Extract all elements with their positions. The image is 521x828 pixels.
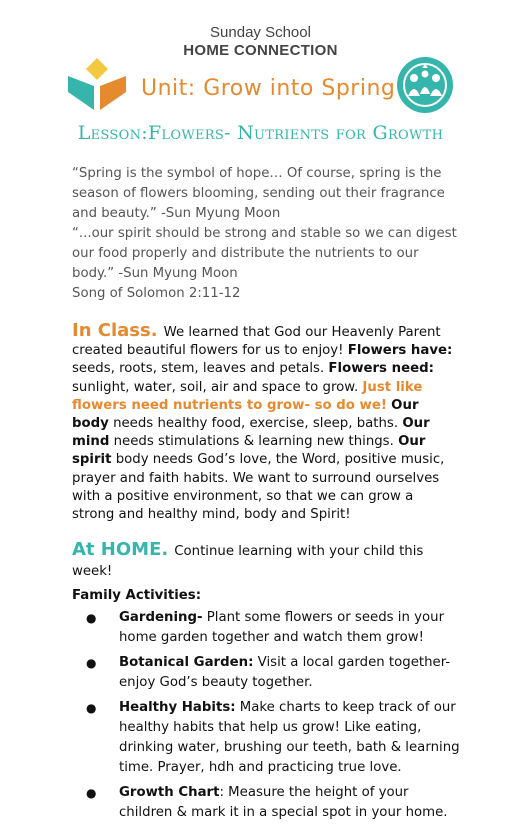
list-item <box>72 608 462 648</box>
activity-text: Plant some flowers or seeds in your home garden together and watch them grow! <box>119 610 445 645</box>
in-class-section <box>72 322 456 524</box>
bullet-icon: ● <box>86 656 97 670</box>
at-home-intro: Continue learning with your child this week! <box>72 544 424 579</box>
bullet-icon: ● <box>86 701 97 715</box>
diamond-logo-icon <box>66 56 128 112</box>
activity-title: Gardening- <box>119 610 203 625</box>
list-item <box>72 783 462 823</box>
quote-1: “Spring is the symbol of hope… Of course, spring is the season of flowers blooming, sending out their fragrance and beauty.” -Sun Myung Moon <box>72 166 445 221</box>
in-class-text: needs stimulations & learning new things. <box>109 434 399 450</box>
bullet-icon: ● <box>86 611 97 625</box>
in-class-text: body needs God’s love, the Word, positive music, prayer and faith habits. We want to surround ourselves with a positive environment, so that we can grow a strong and healthy mind, body and Spirit! <box>72 452 445 523</box>
quotes-block <box>72 164 462 304</box>
activity-list <box>72 608 462 823</box>
lesson-title: Lesson:Flowers- Nutrients for Growth <box>77 122 444 144</box>
list-item <box>72 698 462 778</box>
unit-title: Unit: Grow into Spring <box>141 76 396 101</box>
in-class-text: needs healthy food, exercise, sleep, baths. <box>108 416 403 432</box>
activity-text: Visit a local garden together- enjoy God’s beauty together. <box>119 655 451 690</box>
scripture-reference: Song of Solomon 2:11-12 <box>72 286 241 301</box>
our-body-label: Our body <box>72 397 419 432</box>
at-home-section <box>72 540 462 828</box>
activity-title: Healthy Habits: <box>119 700 236 715</box>
in-class-label: In Class. <box>72 320 158 341</box>
in-class-text: We learned that God our Heavenly Parent created beautiful flowers for us to enjoy! <box>72 325 441 359</box>
in-class-text: sunlight, water, soil, air and space to grow. <box>72 379 363 395</box>
our-spirit-label: Our spirit <box>72 434 426 468</box>
at-home-label: At HOME. <box>72 539 169 560</box>
bullet-icon: ● <box>86 786 97 800</box>
flowers-need-label: Flowers need: <box>328 361 434 377</box>
nutrients-highlight: Just like flowers need nutrients to grow- so do we! <box>72 379 423 413</box>
activity-text: Make charts to keep track of our healthy habits that help us grow! Like eating, drinking water, brushing our teeth, bath & learning time. Prayer, hdh and practicing true love. <box>119 700 460 775</box>
family-activities-title: Family Activities: <box>72 588 202 603</box>
activity-text: : Measure the height of your children & mark it in a special spot in your home. <box>119 785 448 820</box>
activity-title: Growth Chart <box>119 785 220 800</box>
in-class-text: seeds, roots, stem, leaves and petals. <box>72 361 329 377</box>
flowers-have-label: Flowers have: <box>347 343 453 359</box>
list-item <box>72 653 462 693</box>
home-connection-label: HOME CONNECTION <box>183 42 338 59</box>
our-mind-label: Our mind <box>72 416 430 450</box>
sunday-school-label: Sunday School <box>210 24 311 41</box>
quote-2: “...our spirit should be strong and stable so we can digest our food properly and distribute the nutrients to our body.” -Sun Myung Moon <box>72 226 457 281</box>
activity-title: Botanical Garden: <box>119 655 254 670</box>
family-circle-logo-icon <box>396 56 454 114</box>
